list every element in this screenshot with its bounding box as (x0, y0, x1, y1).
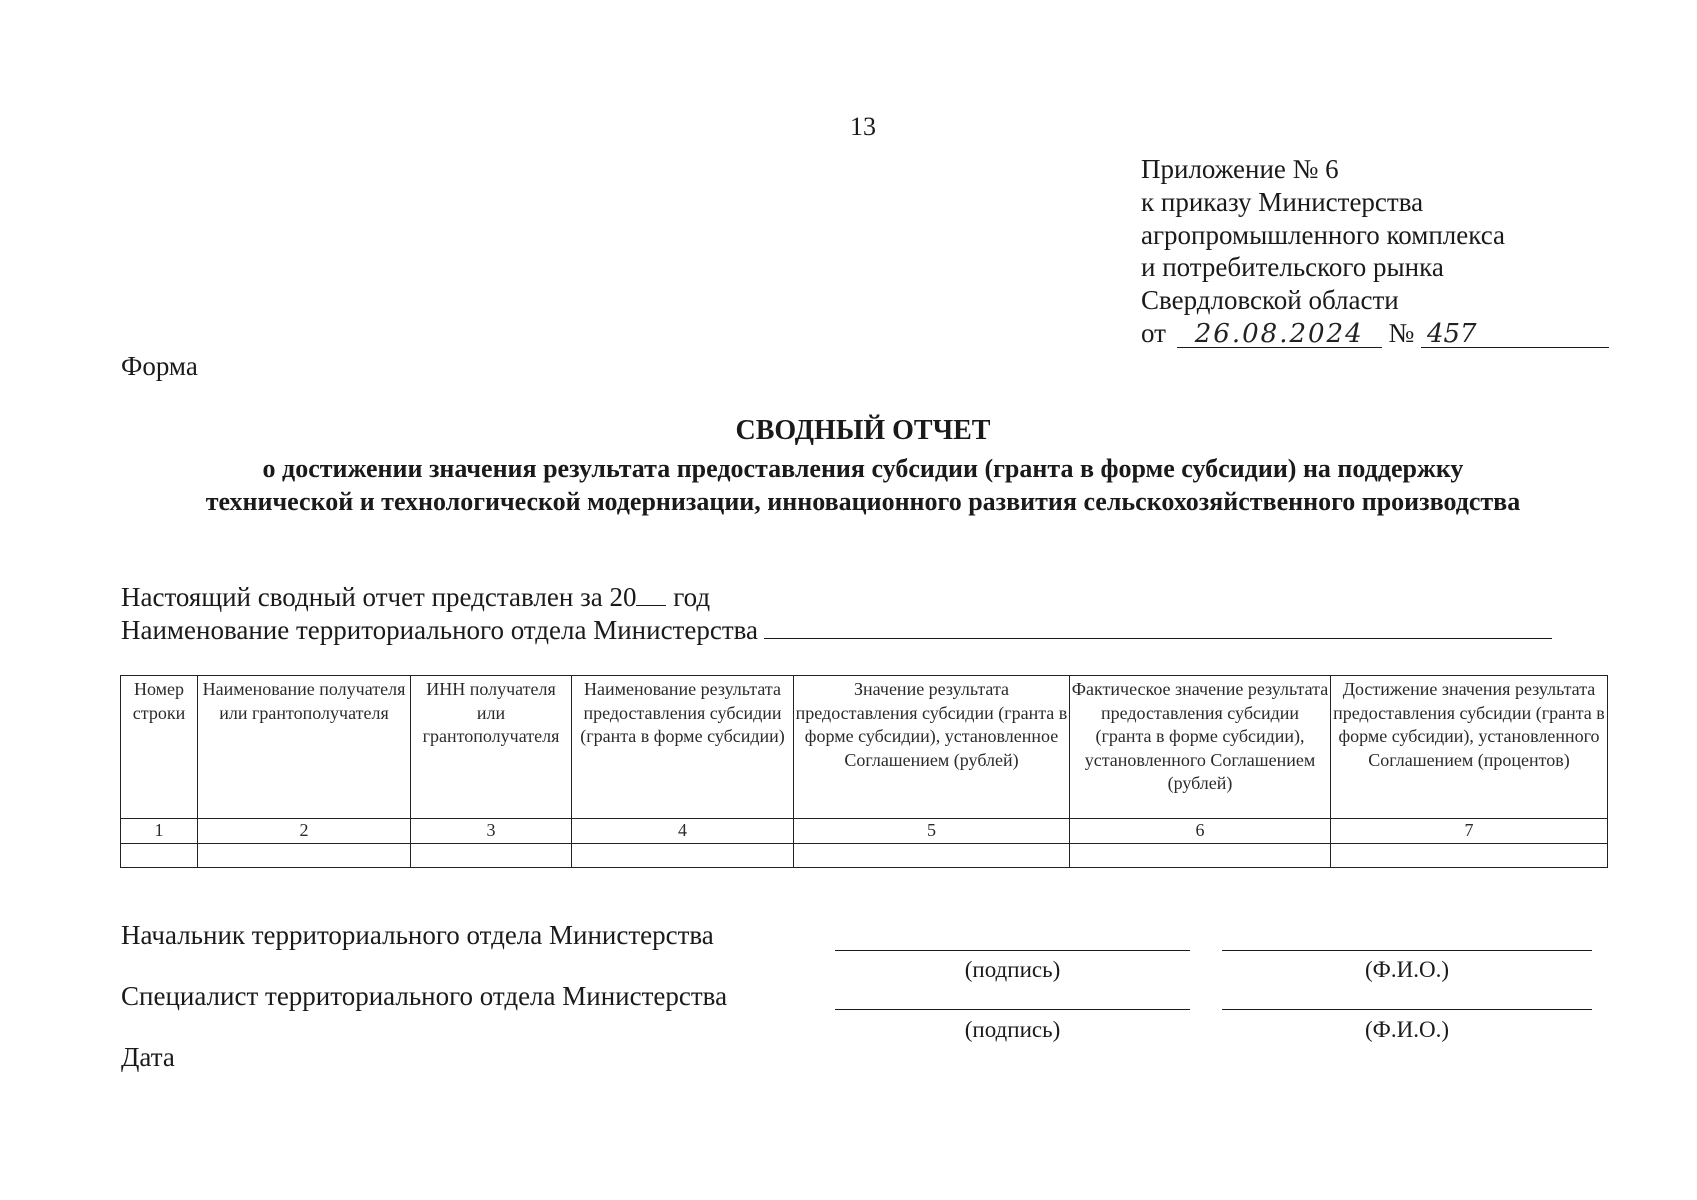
table-cell (121, 843, 198, 867)
specialist-signature-label: Специалист территориального отдела Министерства (121, 981, 728, 1011)
department-blank (764, 638, 1552, 639)
report-year-line (121, 581, 1552, 614)
signature-caption: (подпись) (964, 1017, 1061, 1042)
specialist-signature-line (835, 1009, 1190, 1010)
head-signature-line (835, 950, 1190, 951)
handwritten-order-date: 26.08.2024 (1177, 321, 1382, 348)
table-cell (794, 843, 1070, 867)
department-line (121, 614, 1552, 647)
subtitle-line: технической и технологической модернизации, инновационного развития сельскохозяйственного производства (205, 487, 1521, 516)
order-date-number-line (1141, 317, 1609, 350)
head-name-line (1222, 950, 1592, 951)
date-label: Дата (121, 1042, 175, 1072)
column-number-cell: 6 (1070, 819, 1331, 844)
intro-block (121, 581, 1552, 647)
appendix-line: агропромышленного комплекса (1141, 219, 1505, 250)
table-cell (1070, 843, 1331, 867)
document-subtitle (60, 452, 1666, 518)
column-number-cell: 3 (411, 819, 572, 844)
table-cell (411, 843, 572, 867)
column-number-cell: 1 (121, 819, 198, 844)
column-number-row (121, 819, 1608, 844)
column-number-cell: 5 (794, 819, 1070, 844)
column-number-cell: 4 (572, 819, 794, 844)
column-number-cell: 7 (1331, 819, 1608, 844)
header-cell: Наименование результата предоставления субсидии (гранта в форме субсидии) (572, 676, 794, 819)
signature-caption: (подпись) (964, 957, 1061, 982)
table-cell (1331, 843, 1608, 867)
column-number-cell: 2 (198, 819, 411, 844)
table-cell (198, 843, 411, 867)
head-signature-label: Начальник территориального отдела Министерства (121, 920, 714, 950)
subtitle-line: о достижении значения результата предоставления субсидии (гранта в форме субсидии) на поддержку (262, 454, 1464, 483)
appendix-line: и потребительского рынка (1141, 252, 1444, 283)
number-prefix: № (1388, 317, 1415, 348)
header-cell: Наименование получателя или грантополучателя (198, 676, 411, 819)
form-label: Форма (121, 351, 198, 381)
appendix-line: Свердловской области (1141, 285, 1399, 316)
appendix-line: к приказу Министерства (1141, 186, 1424, 217)
header-cell: Фактическое значение результата предоставления субсидии (гранта в форме субсидии), установленного Соглашением (рублей) (1070, 676, 1331, 819)
header-cell: Значение результата предоставления субсидии (гранта в форме субсидии), установленное Соглашением (рублей) (794, 676, 1070, 819)
date-prefix: от (1141, 317, 1166, 348)
header-cell: Достижение значения результата предоставления субсидии (гранта в форме субсидии), установленного Соглашением (процентов) (1331, 676, 1608, 819)
page-number: 13 (850, 112, 876, 141)
document-title: СВОДНЫЙ ОТЧЕТ (735, 415, 991, 446)
table-row (121, 843, 1608, 867)
report-table (120, 675, 1608, 868)
year-blank (636, 605, 666, 606)
handwritten-order-number: 457 (1421, 321, 1609, 348)
table-header-row (121, 676, 1608, 819)
table-cell (572, 843, 794, 867)
header-cell: ИНН получателя или грантополучателя (411, 676, 572, 819)
department-label: Наименование территориального отдела Министерства (121, 615, 758, 645)
appendix-block (1141, 153, 1609, 350)
report-year-suffix: год (673, 582, 711, 612)
appendix-line: Приложение № 6 (1141, 154, 1339, 184)
name-caption: (Ф.И.О.) (1365, 957, 1449, 982)
specialist-name-line (1222, 1009, 1592, 1010)
name-caption: (Ф.И.О.) (1365, 1017, 1449, 1042)
header-cell: Номер строки (121, 676, 198, 819)
report-year-prefix: Настоящий сводный отчет представлен за 20 (121, 582, 637, 612)
